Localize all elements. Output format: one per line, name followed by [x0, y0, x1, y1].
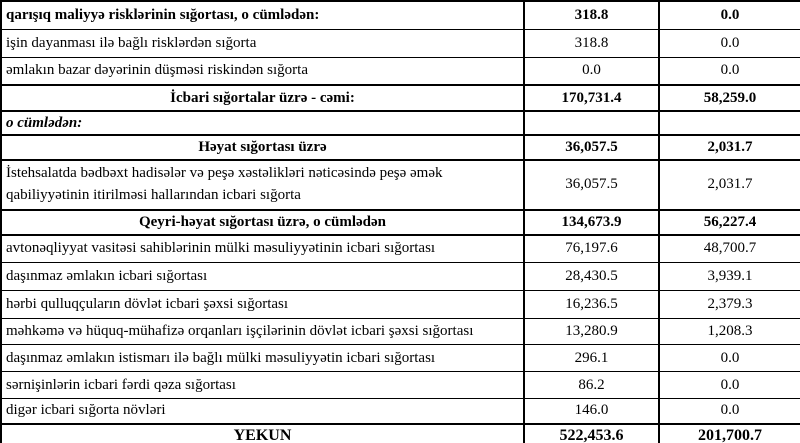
row-value-1: 146.0 [524, 399, 659, 424]
table-row [1, 372, 800, 399]
table-row [1, 57, 800, 85]
row-value-1: 16,236.5 [524, 291, 659, 319]
row-label: əmlakın bazar dəyərinin düşməsi riskindən sığorta [1, 57, 524, 85]
row-value-2: 0.0 [659, 29, 800, 57]
row-value-1: 36,057.5 [524, 160, 659, 210]
row-label: daşınmaz əmlakın icbari sığortası [1, 263, 524, 291]
table-row [1, 263, 800, 291]
row-label: qarışıq maliyyə risklərinin sığortası, o cümlədən: [1, 1, 524, 29]
row-value-1: 522,453.6 [524, 424, 659, 443]
row-value-1: 296.1 [524, 345, 659, 372]
row-label: daşınmaz əmlakın istismarı ilə bağlı mülki məsuliyyətin icbari sığortası [1, 345, 524, 372]
table-row [1, 29, 800, 57]
row-label: İstehsalatda bədbəxt hadisələr və peşə xəstəlikləri nəticəsində peşə əmək qabiliyyətinin itirilməsi hallarından icbari sığorta [1, 160, 524, 210]
row-value-2: 0.0 [659, 57, 800, 85]
row-value-1: 36,057.5 [524, 135, 659, 160]
table-row [1, 235, 800, 263]
table-row [1, 291, 800, 319]
row-value-1 [524, 111, 659, 135]
row-value-1: 134,673.9 [524, 210, 659, 235]
table-row [1, 345, 800, 372]
row-label: məhkəmə və hüquq-mühafizə orqanları işçilərinin dövlət icbari şəxsi sığortası [1, 319, 524, 345]
section-header-row [1, 210, 800, 235]
row-value-2: 56,227.4 [659, 210, 800, 235]
row-value-1: 86.2 [524, 372, 659, 399]
row-value-1: 318.8 [524, 1, 659, 29]
row-value-1: 76,197.6 [524, 235, 659, 263]
section-total-row [1, 85, 800, 111]
row-value-2: 2,031.7 [659, 160, 800, 210]
row-label: sərnişinlərin icbari fərdi qəza sığortası [1, 372, 524, 399]
table-row [1, 319, 800, 345]
row-value-2 [659, 111, 800, 135]
row-value-2: 48,700.7 [659, 235, 800, 263]
row-label: avtonəqliyyat vasitəsi sahiblərinin mülki məsuliyyətinin icbari sığortası [1, 235, 524, 263]
row-value-2: 0.0 [659, 399, 800, 424]
grand-total-row [1, 424, 800, 443]
row-value-2: 0.0 [659, 345, 800, 372]
row-value-2: 2,031.7 [659, 135, 800, 160]
row-value-2: 201,700.7 [659, 424, 800, 443]
row-label: Qeyri-həyat sığortası üzrə, o cümlədən [1, 210, 524, 235]
row-label: işin dayanması ilə bağlı risklərdən sığorta [1, 29, 524, 57]
row-value-2: 3,939.1 [659, 263, 800, 291]
row-label: Həyat sığortası üzrə [1, 135, 524, 160]
row-value-2: 0.0 [659, 372, 800, 399]
row-value-2: 1,208.3 [659, 319, 800, 345]
row-label: digər icbari sığorta növləri [1, 399, 524, 424]
row-label: İcbari sığortalar üzrə - cəmi: [1, 85, 524, 111]
row-value-1: 170,731.4 [524, 85, 659, 111]
row-label: hərbi qulluqçuların dövlət icbari şəxsi sığortası [1, 291, 524, 319]
row-value-2: 0.0 [659, 1, 800, 29]
row-value-2: 2,379.3 [659, 291, 800, 319]
table-row [1, 1, 800, 29]
section-header-row [1, 135, 800, 160]
row-value-1: 318.8 [524, 29, 659, 57]
table-row [1, 160, 800, 210]
row-value-1: 0.0 [524, 57, 659, 85]
row-label: o cümlədən: [1, 111, 524, 135]
row-value-1: 13,280.9 [524, 319, 659, 345]
row-label: YEKUN [1, 424, 524, 443]
row-value-2: 58,259.0 [659, 85, 800, 111]
row-value-1: 28,430.5 [524, 263, 659, 291]
table-row [1, 111, 800, 135]
table-row [1, 399, 800, 424]
